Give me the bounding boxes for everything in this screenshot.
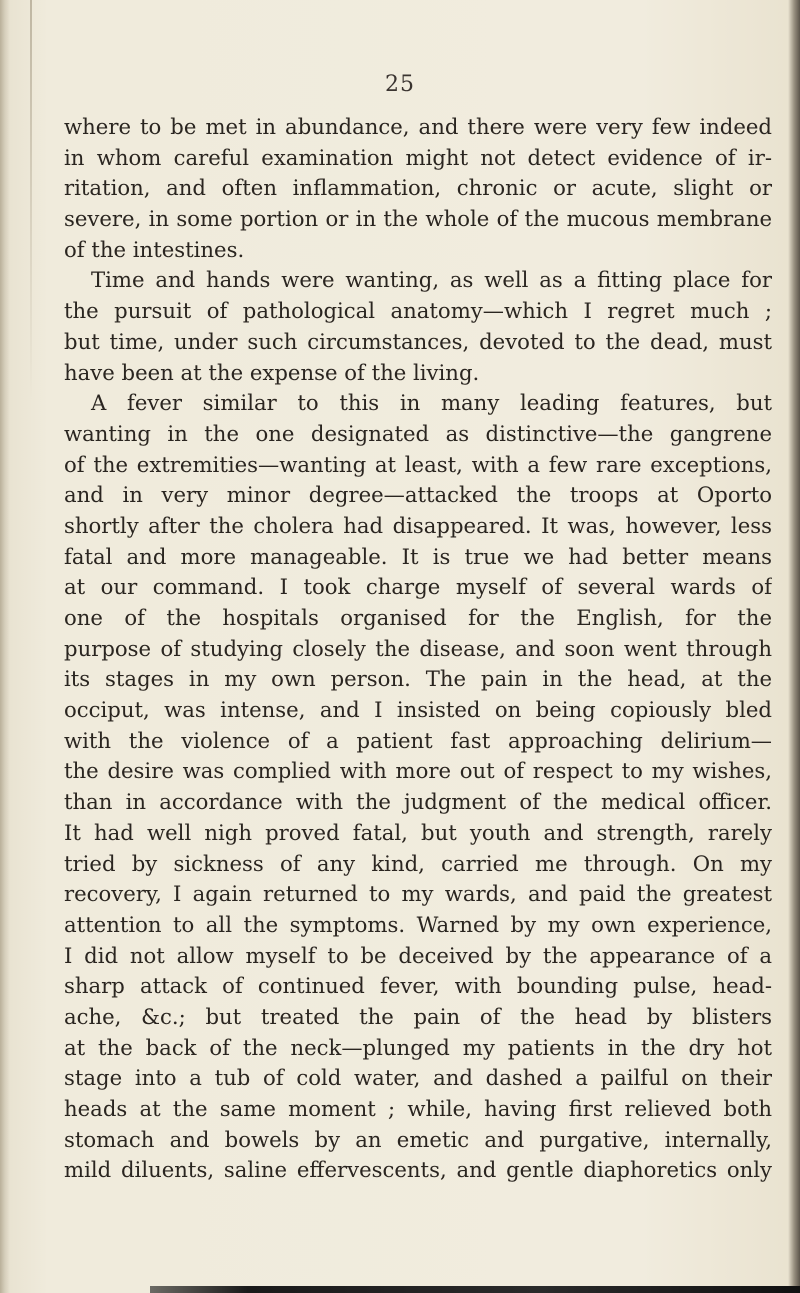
- text-line: of the intestines.: [64, 236, 245, 262]
- page-edge-mark: [30, 0, 32, 400]
- text-line: at our command. I took charge myself of several wards of: [64, 574, 772, 600]
- text-line: in whom careful examination might not detect evidence of ir-: [64, 144, 772, 170]
- text-line: purpose of studying closely the disease, and soon went through: [64, 635, 772, 661]
- text-line: tried by sickness of any kind, carried me through. On my: [64, 850, 772, 876]
- text-line: mild diluents, saline effervescents, and gentle diaphoretics only: [64, 1157, 772, 1183]
- text-line: than in accordance with the judgment of the medical officer.: [64, 789, 772, 815]
- text-line: Time and hands were wanting, as well as a fitting place for: [91, 267, 772, 293]
- text-line: one of the hospitals organised for the English, for the: [64, 605, 772, 630]
- text-line: ache, &c.; but treated the pain of the head by blisters: [64, 1003, 772, 1029]
- text-line: fatal and more manageable. It is true we had better means: [64, 543, 772, 569]
- page-right-edge: [788, 0, 800, 1293]
- text-line: stage into a tub of cold water, and dashed a pailful on their: [64, 1065, 772, 1091]
- text-line: recovery, I again returned to my wards, and paid the greatest: [64, 881, 772, 907]
- text-line: where to be met in abundance, and there were very few indeed: [64, 114, 772, 139]
- text-line: A fever similar to this in many leading features, but: [91, 390, 772, 416]
- text-line: at the back of the neck—plunged my patients in the dry hot: [64, 1034, 772, 1060]
- text-line: wanting in the one designated as distinctive—the gangrene: [64, 420, 772, 446]
- text-line: but time, under such circumstances, devoted to the dead, must: [64, 328, 772, 354]
- text-line: It had well nigh proved fatal, but youth and strength, rarely: [64, 819, 772, 845]
- text-line: severe, in some portion or in the whole of the mucous membrane: [64, 206, 772, 232]
- body-text: [64, 112, 772, 1186]
- text-line: ritation, and often inflammation, chronic or acute, slight or: [64, 175, 772, 201]
- text-line: have been at the expense of the living.: [64, 359, 480, 385]
- text-line: I did not allow myself to be deceived by the appearance of a: [64, 942, 772, 968]
- text-line: heads at the same moment ; while, having first relieved both: [64, 1096, 772, 1121]
- text-line: occiput, was intense, and I insisted on being copiously bled: [64, 697, 772, 723]
- text-line: its stages in my own person. The pain in the head, at the: [64, 666, 772, 692]
- text-line: the pursuit of pathological anatomy—which I regret much ;: [64, 298, 772, 324]
- text-line: with the violence of a patient fast approaching delirium—: [64, 727, 772, 753]
- text-line: the desire was complied with more out of respect to my wishes,: [64, 758, 772, 784]
- binding-shadow: [0, 0, 10, 1293]
- text-line: stomach and bowels by an emetic and purgative, internally,: [64, 1126, 772, 1152]
- text-line: shortly after the cholera had disappeared. It was, however, less: [64, 512, 772, 538]
- page-bottom-edge: [150, 1286, 800, 1293]
- text-line: of the extremities—wanting at least, with a few rare exceptions,: [64, 451, 772, 477]
- text-line: sharp attack of continued fever, with bounding pulse, head-: [64, 973, 772, 999]
- text-line: attention to all the symptoms. Warned by my own experience,: [64, 911, 772, 937]
- text-line: and in very minor degree—attacked the troops at Oporto: [64, 482, 772, 508]
- page-number: 25: [385, 72, 415, 97]
